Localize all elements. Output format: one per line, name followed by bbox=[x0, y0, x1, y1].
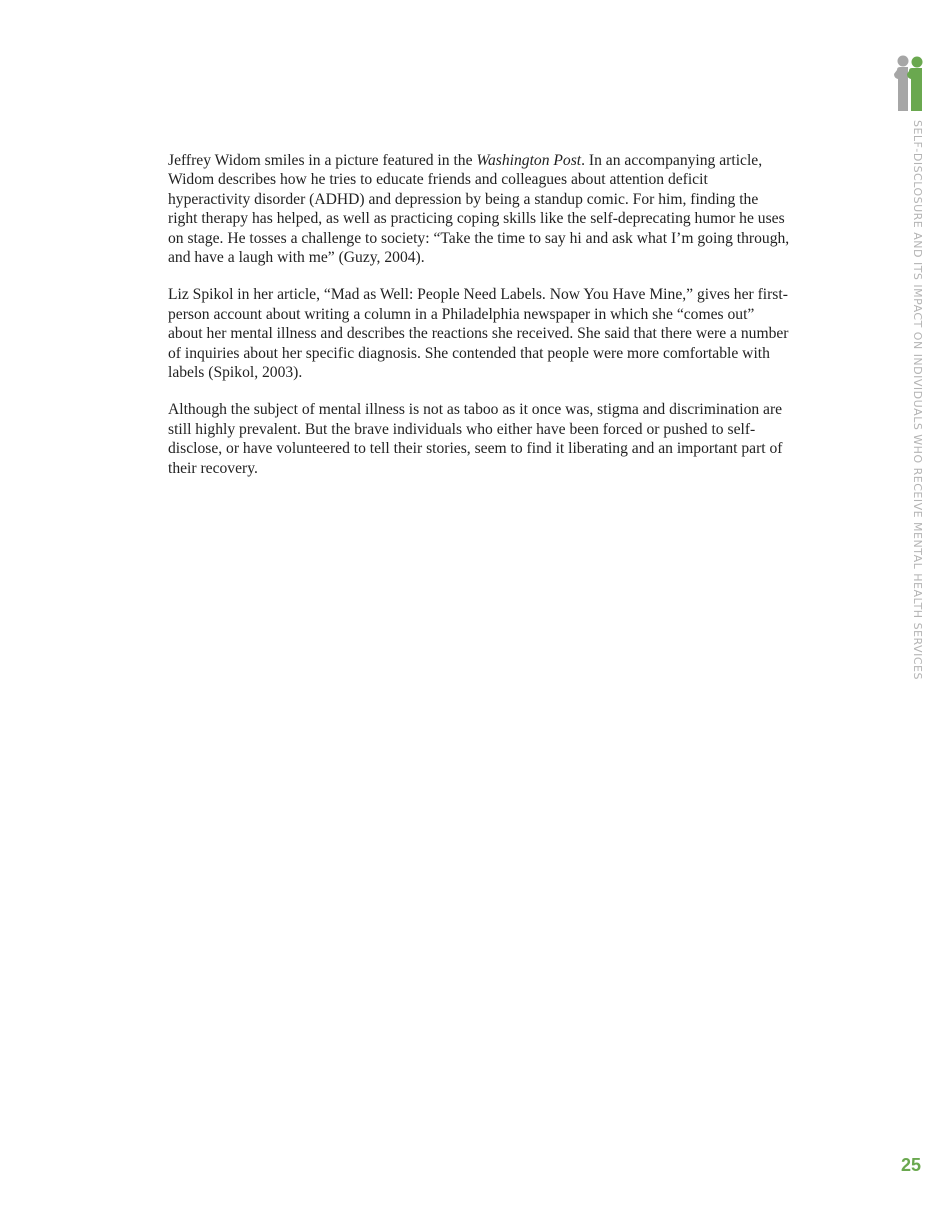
paragraph-conclusion: Although the subject of mental illness is not as taboo as it once was, stigma and discrimination are still highly prevalent. But the brave individuals who either have been forced or pushed to self-disclose, or have volunteered to tell their stories, seem to find it liberating and an important part of their recovery. bbox=[168, 401, 783, 477]
two-figures-logo-icon bbox=[893, 55, 925, 113]
running-head: SELF-DISCLOSURE AND ITS IMPACT ON INDIVIDUALS WHO RECEIVE MENTAL HEALTH SERVICES bbox=[911, 120, 924, 680]
paragraph-spikol: Liz Spikol in her article, “Mad as Well: People Need Labels. Now You Have Mine,” gives her first-person account about writing a column in a Philadelphia newspaper in which she “comes out” about her mental illness and describes the reactions she received. She said that there were a number of inquiries about her specific diagnosis. She contended that people were more comfortable with labels (Spikol, 2003). bbox=[168, 286, 789, 382]
page-number: 25 bbox=[900, 1155, 921, 1175]
paragraph-widom: Jeffrey Widom smiles in a picture featured in the Washington Post. In an accompanying article, Widom describes how he tries to educate friends and colleagues about attention deficit hyperactivity disorder (ADHD) and depression by being a standup comic. For him, finding the right therapy has helped, as well as practicing coping skills like the self-deprecating humor he uses on stage. He tosses a challenge to society: “Take the time to say hi and ask what I’m going through, and have a laugh with me” (Guzy, 2004). bbox=[168, 152, 790, 267]
publication-title: Washington Post bbox=[476, 152, 582, 169]
body-text bbox=[168, 151, 790, 496]
